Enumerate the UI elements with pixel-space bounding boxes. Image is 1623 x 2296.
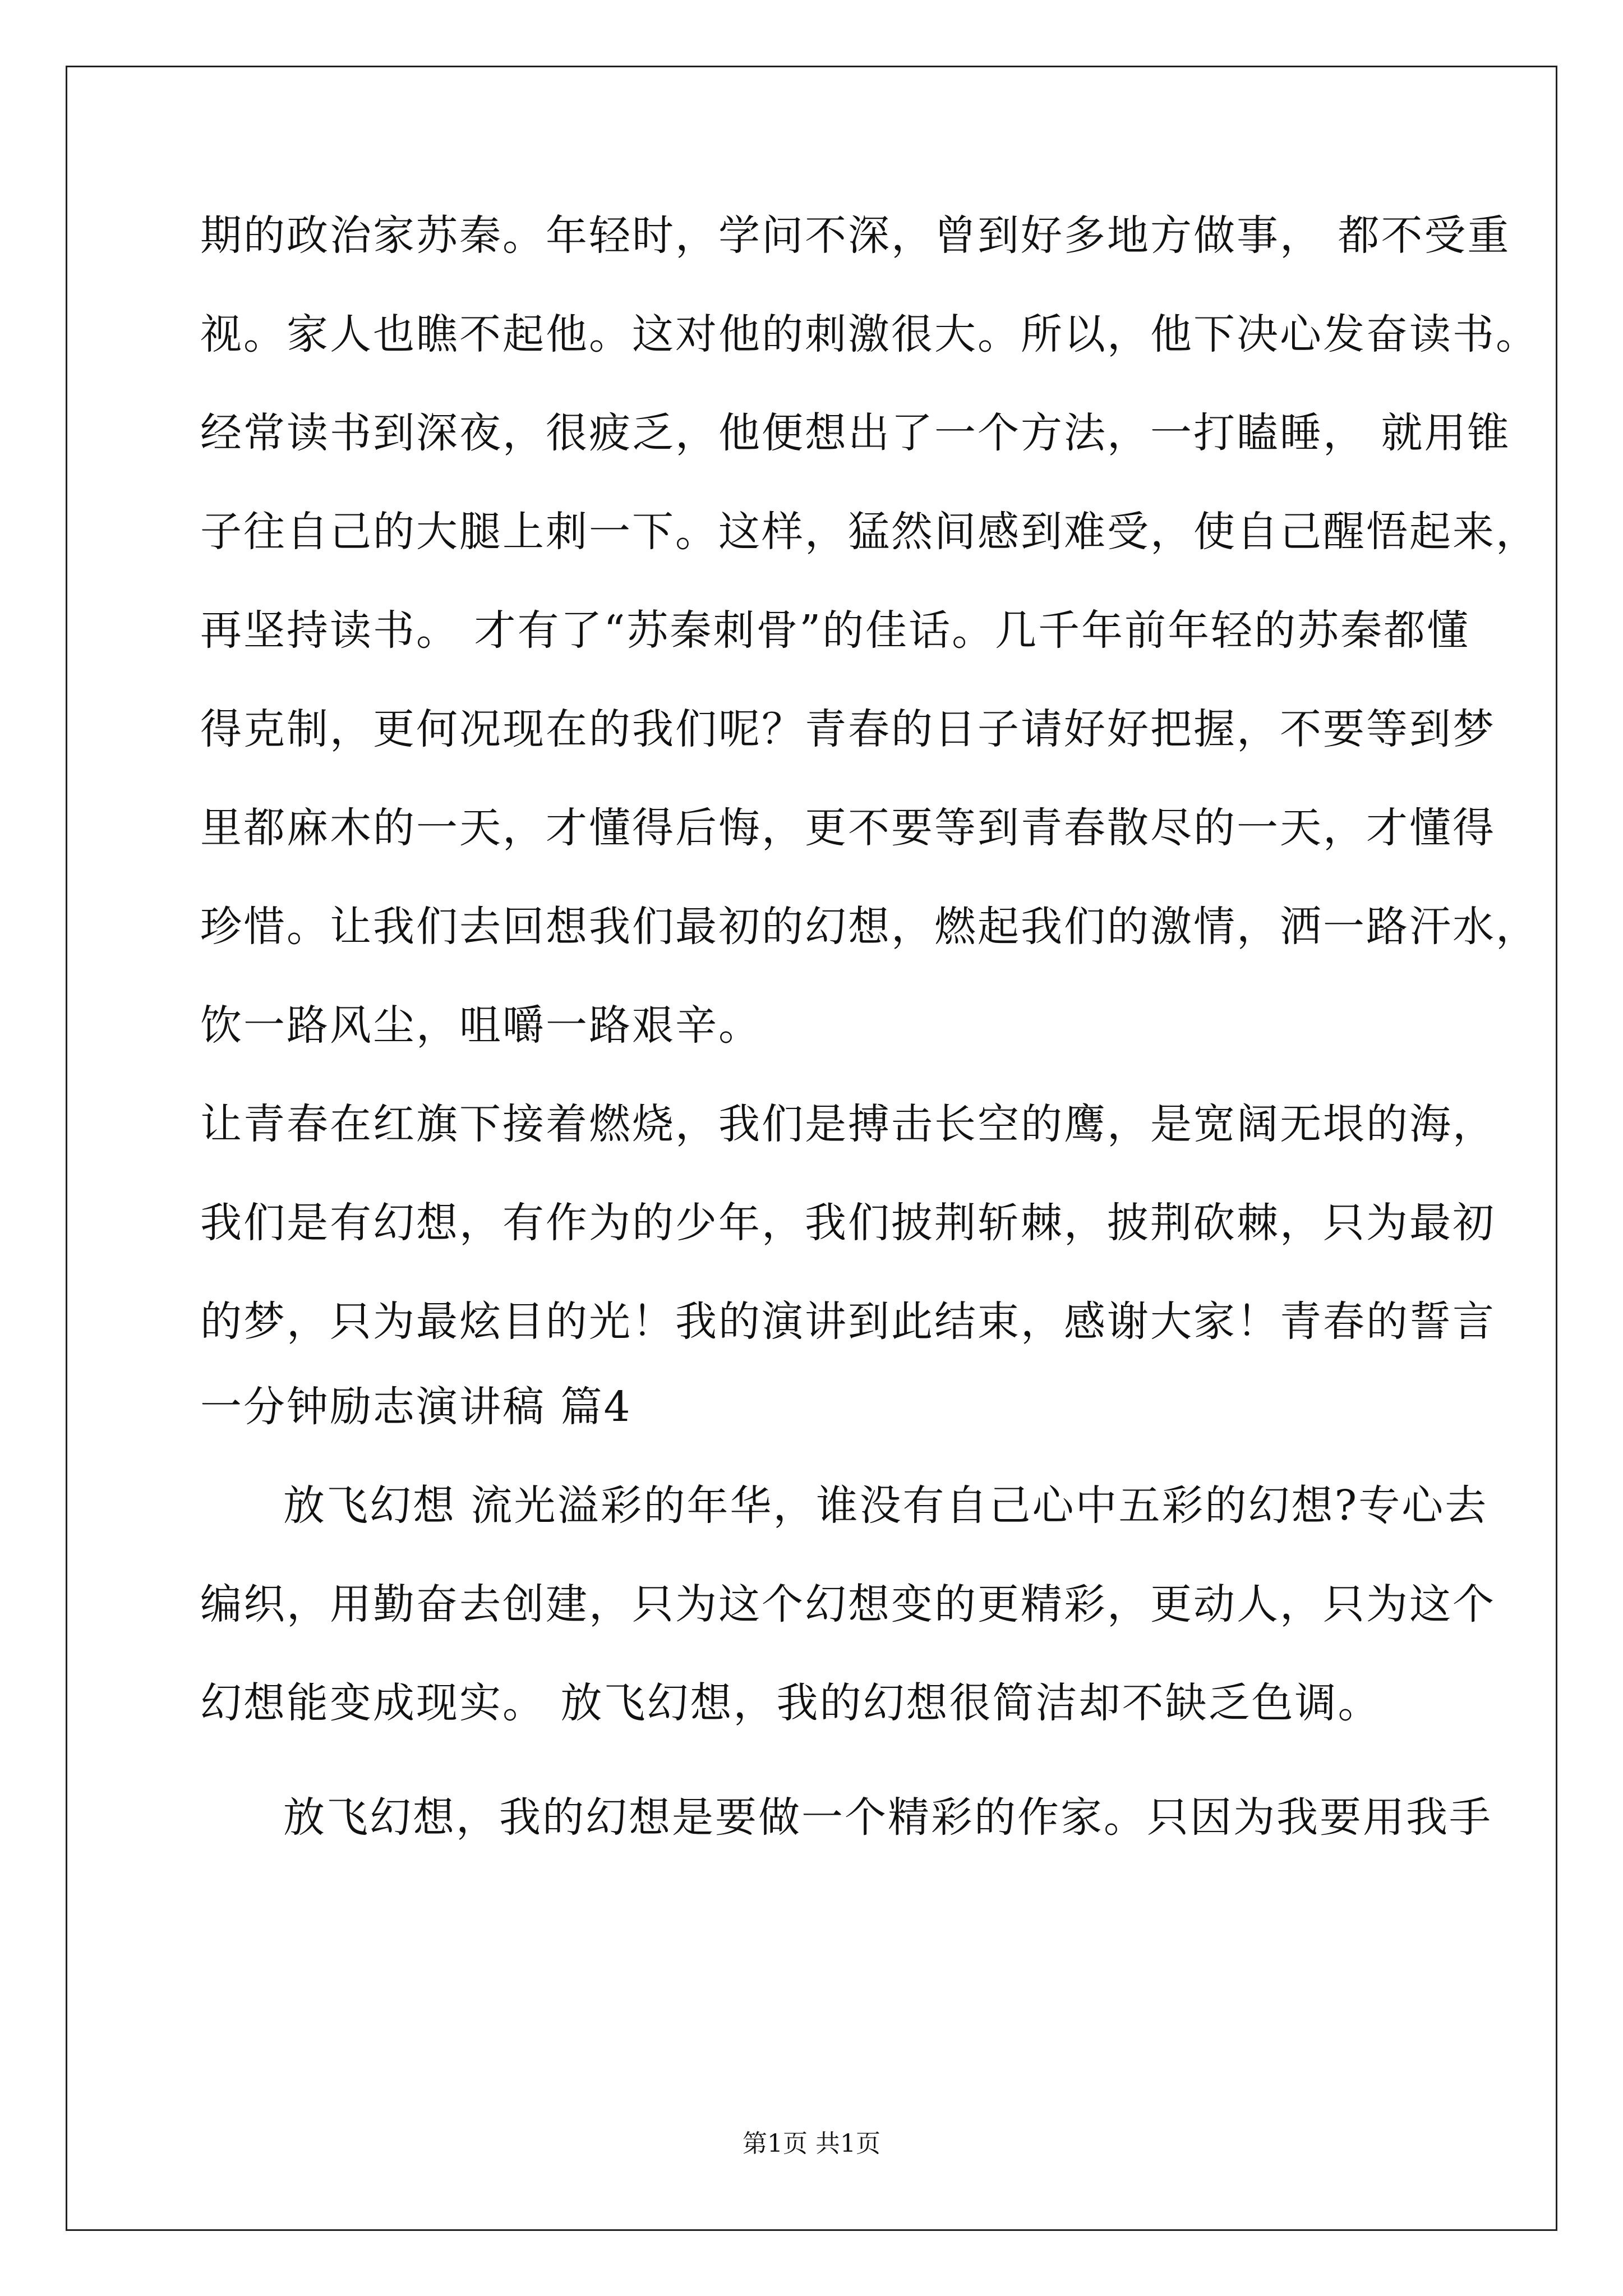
text-line: 放飞幻想 流光溢彩的年华，谁没有自己心中五彩的幻想?专心去 [283,1481,1488,1530]
text-line: 期的政治家苏秦。年轻时，学问不深，曾到好多地方做事， 都不受重 [200,211,1511,260]
text-line: 里都麻木的一天，才懂得后悔，更不要等到青春散尽的一天，才懂得 [200,804,1496,852]
text-line: 再坚持读书。 才有了“苏秦刺骨”的佳话。几千年前年轻的苏秦都懂 [200,606,1470,655]
text-line: 得克制，更何况现在的我们呢？青春的日子请好好把握，不要等到梦 [200,705,1496,753]
text-line: 珍惜。让我们去回想我们最初的幻想，燃起我们的激情，洒一路汗水， [200,903,1539,951]
text-line: 让青春在红旗下接着燃烧，我们是搏击长空的鹰，是宽阔无垠的海， [200,1100,1496,1148]
text-line: 幻想能变成现实。 放飞幻想，我的幻想很简洁却不缺乏色调。 [200,1679,1381,1727]
text-line: 编织，用勤奋去创建，只为这个幻想变的更精彩，更动人，只为这个 [200,1580,1496,1628]
section-heading: 一分钟励志演讲稿 篇4 [200,1383,632,1431]
text-line: 放飞幻想，我的幻想是要做一个精彩的作家。只因为我要用我手 [283,1793,1492,1842]
text-line: 视。家人也瞧不起他。这对他的刺激很大。所以，他下决心发奋读书。 [200,310,1539,358]
page-number: 第1页 共1页 [743,2129,880,2158]
text-line: 饮一路风尘，咀嚼一路艰辛。 [200,1001,762,1050]
text-line: 经常读书到深夜，很疲乏，他便想出了一个方法，一打瞌睡， 就用锥 [200,409,1511,457]
text-line: 我们是有幻想，有作为的少年，我们披荆斩棘，披荆砍棘，只为最初 [200,1199,1496,1247]
text-line: 子往自己的大腿上刺一下。这样，猛然间感到难受，使自己醒悟起来， [200,508,1539,556]
text-line: 的梦，只为最炫目的光！我的演讲到此结束，感谢大家！青春的誓言 [200,1297,1496,1346]
